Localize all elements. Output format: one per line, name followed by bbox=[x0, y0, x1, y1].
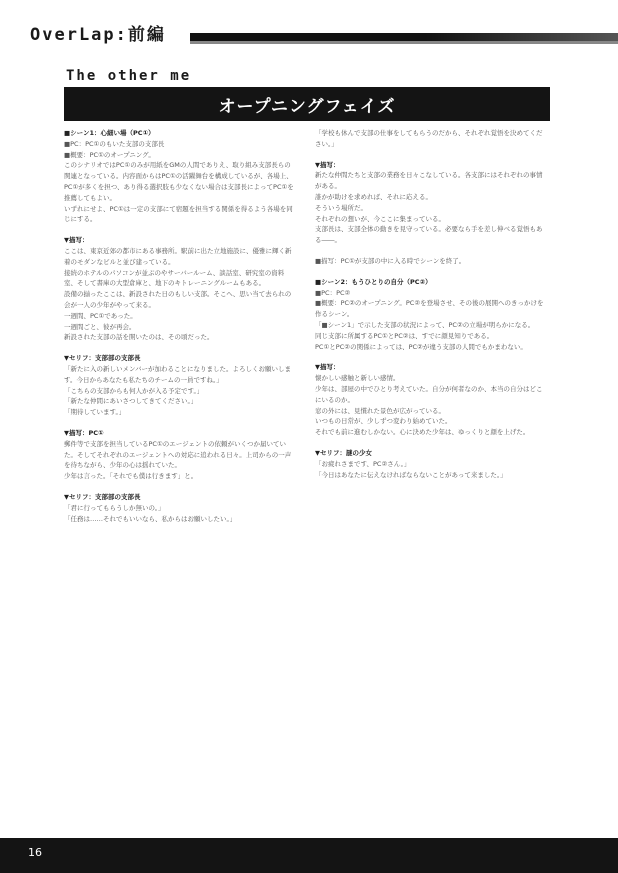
body-paragraph: 「新たに入の新しいメンバーが加わることになりました。よろしくお願いします。今日からあなたも私たちのチームの一員ですね。」 bbox=[64, 364, 292, 384]
body-paragraph: 窓の外には、見慣れた景色が広がっている。 bbox=[315, 406, 445, 415]
body-paragraph: 一週間、PC①であった。 bbox=[64, 311, 137, 320]
body-paragraph: 懐かしい感触と新しい感情。 bbox=[315, 374, 400, 383]
body-paragraph: 「こちらの支部からも何人かが入る予定です。」 bbox=[64, 386, 204, 395]
body-paragraph: 「任務は……それでもいいなら、私からはお願いしたい。」 bbox=[64, 514, 237, 523]
section-heading: ▼描写： bbox=[315, 160, 340, 169]
body-paragraph: ■概要：PC②のオープニング。PC②を登場させ、その後の展開へのきっかけを作るシーン。 bbox=[315, 299, 544, 319]
page-number: 16 bbox=[28, 846, 42, 859]
body-paragraph: 少年は言った。「それでも僕は行きます」と。 bbox=[64, 472, 198, 481]
body-paragraph: 「■シーン1」で示した支部の状況によって、PC②の立場が明らかになる。 bbox=[315, 320, 535, 329]
body-paragraph: 同じ支部に所属するPC①とPC②は、すでに顔見知りである。 bbox=[315, 331, 494, 340]
section-heading: ▼セリフ：支部部の支部長 bbox=[64, 354, 141, 363]
body-paragraph: 少年は、部屋の中でひとり考えていた。自分が何者なのか、本当の自分はどこにいるのか。 bbox=[315, 384, 543, 404]
paragraph-gap bbox=[64, 343, 294, 353]
body-paragraph: そういう場所だ。 bbox=[315, 203, 367, 212]
section-heading: ▼描写： bbox=[64, 236, 89, 245]
section-heading: ▼描写：PC① bbox=[64, 428, 104, 437]
paragraph-gap bbox=[315, 438, 545, 448]
body-paragraph: このシナリオではPC①のみが用紙をGMの人間でありえ、取り組み支部長らの関連となっている。内容面からはPC①の活躍舞台を構成しているが、各場上、PC①が多くを担つ、あり得る選択肢も少なくない場合は支部長によってPC①を推薦してもよい。 bbox=[64, 161, 294, 202]
page-header bbox=[0, 0, 618, 66]
section-heading: ▼セリフ：謎の少女 bbox=[315, 448, 372, 457]
paragraph-gap bbox=[64, 482, 294, 492]
body-paragraph: 新たな仲間たちと支部の業務を日々こなしている。各支部にはそれぞれの事情がある。 bbox=[315, 171, 543, 191]
page-footer bbox=[0, 838, 618, 873]
right-column bbox=[315, 128, 545, 688]
body-paragraph: ■描写：PC①が支部の中に入る時でシーンを終了。 bbox=[315, 256, 466, 265]
body-paragraph: 支部長は、支部全体の動きを見守っている。必要なら手を差し伸べる覚悟もある――。 bbox=[315, 225, 543, 245]
phase-banner-label: オープニングフェイズ bbox=[218, 96, 396, 117]
section-heading: ▼描写： bbox=[315, 363, 340, 372]
header-rule bbox=[190, 33, 618, 41]
body-paragraph: ■PC：PC①のもいた支部の支部長 bbox=[64, 139, 165, 148]
paragraph-gap bbox=[64, 418, 294, 428]
paragraph-gap bbox=[315, 150, 545, 160]
left-column bbox=[64, 128, 294, 818]
body-paragraph: 「新たな仲間にあいさつしてきてください。」 bbox=[64, 397, 198, 406]
paragraph-gap bbox=[315, 352, 545, 362]
body-paragraph: それでも前に進むしかない。心に決めた少年は、ゆっくりと顔を上げた。 bbox=[315, 428, 530, 437]
body-paragraph: ■PC：PC② bbox=[315, 288, 351, 297]
body-paragraph: 誰かが助けを求めれば、それに応える。 bbox=[315, 192, 432, 201]
body-paragraph: ■概要：PC①のオープニング。 bbox=[64, 150, 155, 159]
paragraph-gap bbox=[315, 246, 545, 256]
body-paragraph: 「お疲れさまです、PC②さん。」 bbox=[315, 459, 411, 468]
body-paragraph: 郵件等で支部を担当しているPC①のエージェントの依頼がいくつか届いていた。そしてそれぞれのエージェントへの対応に追われる日々。上司からの一声を待ちながら、少年の心は揺れていた。 bbox=[64, 439, 292, 470]
paragraph-gap bbox=[64, 225, 294, 235]
body-paragraph: ここは、東京近郊の都市にある事務所。駅前に出た立地施設に、優雅に輝く新着のモダンなビルと並び建っている。 bbox=[64, 246, 292, 266]
body-paragraph: いずれにせよ、PC①は一定の支部にて宿題を担当する関係を得るよう各場を同じにする。 bbox=[64, 204, 293, 224]
body-paragraph: 「学校も休んで支部の仕事をしてもらうのだから、それぞれ覚悟を決めてください。」 bbox=[315, 129, 543, 148]
section-title: The other me bbox=[66, 68, 192, 84]
body-paragraph: 設備の揃ったここは、新設された日のもしい支部。そこへ、思い当て去られの会が一人の少年がやって来る。 bbox=[64, 290, 292, 309]
body-paragraph: いつもの日常が、少しずつ変わり始めていた。 bbox=[315, 417, 452, 426]
body-paragraph: 「君に行ってもらうしか無いの。」 bbox=[64, 503, 165, 512]
body-paragraph: 「今日はあなたに伝えなければならないことがあって来ました。」 bbox=[315, 470, 507, 479]
phase-banner bbox=[64, 87, 550, 121]
body-paragraph: それぞれの想いが、今ここに集まっている。 bbox=[315, 214, 445, 223]
header-title: OverLap:前編 bbox=[30, 25, 166, 45]
body-paragraph: 新設された支部の話を開いたのは、その頃だった。 bbox=[64, 333, 214, 342]
body-paragraph: PC①とPC②の関係によっては、PC②が違う支部の人間でもかまわない。 bbox=[315, 342, 527, 351]
section-heading: ▼セリフ：支部部の支部長 bbox=[64, 492, 141, 501]
section-heading: ■シーン2：もうひとりの自分（PC②） bbox=[315, 277, 432, 286]
body-paragraph: 一週間ごと、彼が再会。 bbox=[64, 322, 136, 331]
body-paragraph: 「期待しています。」 bbox=[64, 408, 126, 417]
header-rule-thin bbox=[190, 41, 618, 44]
section-heading: ■シーン1：心細い場（PC①） bbox=[64, 129, 155, 137]
body-paragraph: 接続のホテルのパソコンが並ぶのやサーバールーム、談話室、研究室の資料室、そして書庫の大型倉庫と、地下のキトレーニングルームもある。 bbox=[64, 268, 285, 288]
paragraph-gap bbox=[315, 267, 545, 277]
